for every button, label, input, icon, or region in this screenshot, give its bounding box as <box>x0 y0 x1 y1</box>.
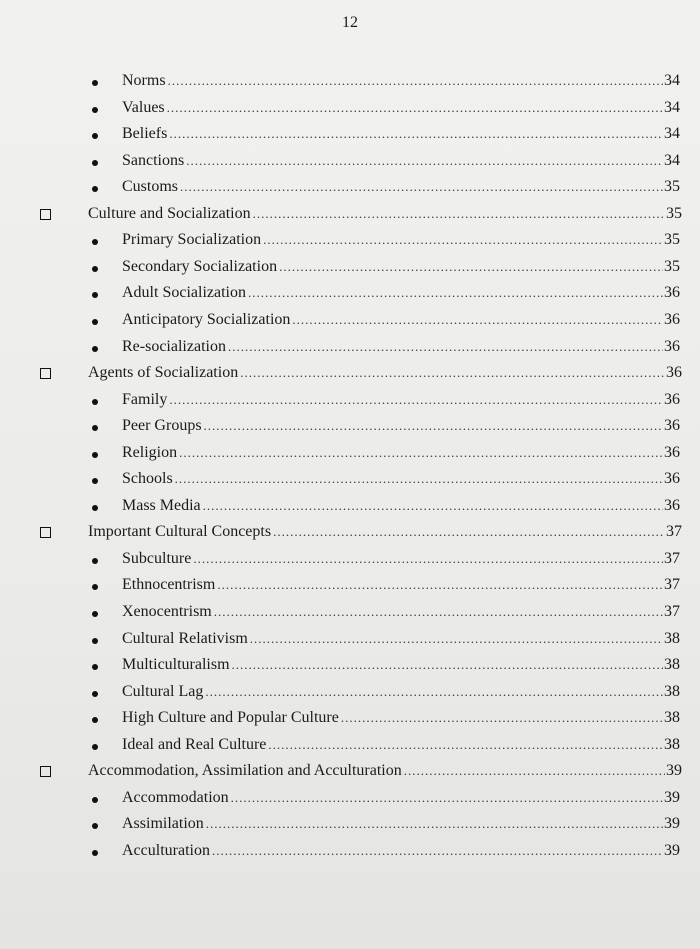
toc-entry-label: Values <box>122 98 165 116</box>
toc-page-number: 39 <box>664 788 680 806</box>
toc-entry-label: Cultural Relativism <box>122 629 248 647</box>
dot-leader <box>203 493 663 519</box>
bullet-icon <box>92 664 98 670</box>
toc-entry-row <box>122 280 680 306</box>
bullet-icon <box>92 584 98 590</box>
bullet-icon <box>92 292 98 298</box>
toc-entry-row <box>122 254 680 280</box>
toc-entry-row <box>122 148 680 174</box>
toc-entry-label: Schools <box>122 470 173 488</box>
toc-page-number: 36 <box>664 417 680 435</box>
toc-entry-row <box>122 413 680 439</box>
toc-entry-label: Mass Media <box>122 496 201 514</box>
dot-leader <box>169 387 663 413</box>
bullet-icon <box>92 505 98 511</box>
toc-entry-label: Cultural Lag <box>122 682 204 700</box>
toc-page-number: 36 <box>664 337 680 355</box>
toc-page-number: 35 <box>664 257 680 275</box>
bullet-icon <box>92 558 98 564</box>
bullet-icon <box>92 133 98 139</box>
toc-entry-row <box>122 466 680 492</box>
toc-entry-row <box>122 387 680 413</box>
dot-leader <box>206 811 663 837</box>
dot-leader <box>263 227 663 253</box>
dot-leader <box>231 785 663 811</box>
dot-leader <box>273 519 665 545</box>
bullet-icon <box>92 691 98 697</box>
toc-entry-label: Subculture <box>122 549 192 567</box>
toc-page-number: 34 <box>664 151 680 169</box>
section-checkbox-icon <box>40 527 51 538</box>
toc-entry-label: Xenocentrism <box>122 603 212 620</box>
dot-leader <box>205 679 663 705</box>
dot-leader <box>292 307 663 333</box>
dot-leader <box>232 652 663 678</box>
dot-leader <box>248 280 663 306</box>
toc-section-row <box>88 519 682 545</box>
bullet-icon <box>92 717 98 723</box>
dot-leader <box>212 838 663 864</box>
section-checkbox-icon <box>40 368 51 379</box>
dot-leader <box>167 95 663 121</box>
toc-page-number: 38 <box>664 709 680 727</box>
bullet-icon <box>92 160 98 166</box>
toc-page-number: 35 <box>666 204 682 222</box>
toc-entry-label: Norms <box>122 72 166 89</box>
toc-page-number: 36 <box>666 364 682 382</box>
toc-page-number: 34 <box>664 98 680 116</box>
toc-entry-label: Accommodation <box>122 788 229 806</box>
toc-page-number: 36 <box>664 470 680 488</box>
toc-section-row <box>88 201 682 227</box>
toc-entry-label: Ethnocentrism <box>122 576 216 594</box>
dot-leader <box>268 732 663 758</box>
toc-entry-label: Multiculturalism <box>122 656 230 674</box>
toc-entry-label: Acculturation <box>122 841 210 859</box>
toc-entry-row <box>122 307 680 333</box>
toc-entry-row <box>122 785 680 811</box>
toc-page-number: 38 <box>664 682 680 700</box>
toc-page-number: 36 <box>664 496 680 514</box>
toc-entry-row <box>122 227 680 253</box>
bullet-icon <box>92 638 98 644</box>
toc-entry-label: Ideal and Real Culture <box>122 735 267 753</box>
toc-entry-label: High Culture and Popular Culture <box>122 709 339 727</box>
bullet-icon <box>92 239 98 245</box>
dot-leader <box>168 68 663 94</box>
toc-entry-label: Important Cultural Concepts <box>88 523 272 541</box>
bullet-icon <box>92 266 98 272</box>
toc-entry-label: Re-socialization <box>122 337 226 355</box>
toc-entry-label: Religion <box>122 443 178 461</box>
toc-page-number: 36 <box>664 390 680 408</box>
toc-entry-row <box>122 493 680 519</box>
toc-entry-row <box>122 626 680 652</box>
dot-leader <box>253 201 665 227</box>
toc-entry-row <box>122 68 680 94</box>
toc-entry-label: Sanctions <box>122 151 185 169</box>
dot-leader <box>228 334 663 360</box>
dot-leader <box>217 572 663 598</box>
dot-leader <box>175 466 663 492</box>
toc-entry-label: Adult Socialization <box>122 284 246 302</box>
bullet-icon <box>92 186 98 192</box>
dot-leader <box>404 758 665 784</box>
toc-entry-row <box>122 838 680 864</box>
toc-entry-label: Beliefs <box>122 125 168 143</box>
dot-leader <box>180 174 663 200</box>
toc-page-number: 37 <box>664 603 680 620</box>
toc-section-row <box>88 758 682 784</box>
dot-leader <box>193 546 663 572</box>
toc-page-number: 37 <box>664 576 680 594</box>
toc-entry-row <box>122 811 680 837</box>
dot-leader <box>279 254 663 280</box>
bullet-icon <box>92 823 98 829</box>
toc-page-number: 34 <box>664 125 680 143</box>
toc-entry-label: Primary Socialization <box>122 231 262 249</box>
bullet-icon <box>92 319 98 325</box>
toc-entry-row <box>122 652 680 678</box>
toc-entry-label: Assimilation <box>122 815 204 833</box>
toc-entry-label: Customs <box>122 178 179 196</box>
toc-page-number: 39 <box>664 841 680 859</box>
dot-leader <box>250 626 663 652</box>
toc-page-number: 34 <box>664 72 680 89</box>
dot-leader <box>240 360 665 386</box>
section-checkbox-icon <box>40 209 51 220</box>
toc-page-number: 38 <box>664 735 680 753</box>
toc-entry-row <box>122 95 680 121</box>
toc-section-row <box>88 360 682 386</box>
bullet-icon <box>92 399 98 405</box>
bullet-icon <box>92 452 98 458</box>
page-number: 12 <box>342 14 358 31</box>
toc-entry-row <box>122 679 680 705</box>
bullet-icon <box>92 80 98 86</box>
toc-entry-row <box>122 705 680 731</box>
toc-entry-label: Peer Groups <box>122 417 202 435</box>
toc-page-number: 37 <box>664 549 680 567</box>
dot-leader <box>179 440 663 466</box>
toc-entry-label: Culture and Socialization <box>88 204 251 222</box>
bullet-icon <box>92 478 98 484</box>
dot-leader <box>214 599 663 625</box>
toc-page-number: 38 <box>664 656 680 674</box>
toc-page-number: 38 <box>664 629 680 647</box>
dot-leader <box>204 413 663 439</box>
bullet-icon <box>92 744 98 750</box>
toc-entry-row <box>122 546 680 572</box>
section-checkbox-icon <box>40 766 51 777</box>
toc-entry-label: Agents of Socialization <box>88 364 239 382</box>
toc-entry-row <box>122 334 680 360</box>
toc-entry-label: Secondary Socialization <box>122 257 278 275</box>
toc-page-number: 37 <box>666 523 682 541</box>
toc-entry-row <box>122 732 680 758</box>
dot-leader <box>341 705 663 731</box>
dot-leader <box>169 121 663 147</box>
toc-entry-row <box>122 440 680 466</box>
bullet-icon <box>92 850 98 856</box>
toc-entry-row <box>122 121 680 147</box>
toc-entry-row <box>122 599 680 625</box>
bullet-icon <box>92 107 98 113</box>
toc-page-number: 36 <box>664 443 680 461</box>
toc-page-number: 39 <box>664 815 680 833</box>
toc-entry-label: Anticipatory Socialization <box>122 310 291 328</box>
bullet-icon <box>92 425 98 431</box>
toc-entry-row <box>122 572 680 598</box>
toc-page-number: 39 <box>666 762 682 780</box>
toc-page-number: 35 <box>664 231 680 249</box>
toc-page-number: 36 <box>664 284 680 302</box>
bullet-icon <box>92 797 98 803</box>
toc-entry-label: Accommodation, Assimilation and Acculturation <box>88 762 402 780</box>
bullet-icon <box>92 611 98 617</box>
toc-page-number: 35 <box>664 178 680 196</box>
bullet-icon <box>92 346 98 352</box>
toc-entry-label: Family <box>122 390 168 408</box>
toc-entry-row <box>122 174 680 200</box>
dot-leader <box>186 148 663 174</box>
toc-page-number: 36 <box>664 310 680 328</box>
